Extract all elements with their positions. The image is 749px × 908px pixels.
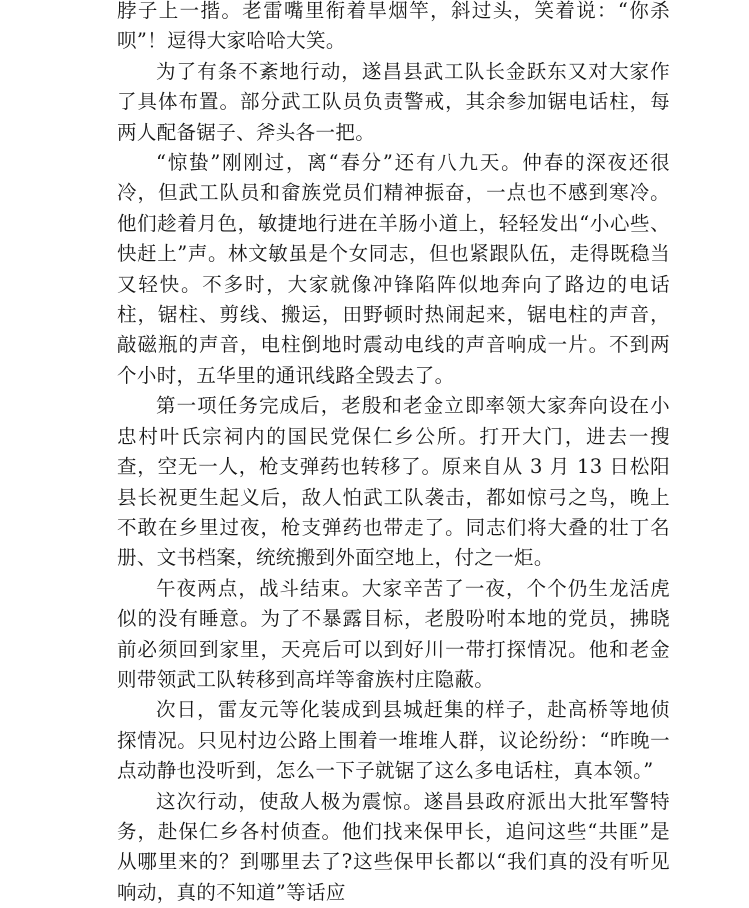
paragraph-battle-end: 午夜两点，战斗结束。大家辛苦了一夜，个个仍生龙活虎似的没有睡意。为了不暴露目标，老殷吩咐本地的党员，拂晓前必须回到家里，天亮后可以到好川一带打探情况。他和老金则带领武工队转移到高垟等畲族村庄隐蔽。 bbox=[117, 576, 670, 691]
paragraph-enemy-shock: 这次行动，使敌人极为震惊。遂昌县政府派出大批军警特务，赴保仁乡各村侦查。他们找来保甲长，追问这些“共匪”是从哪里来的？到哪里去了?这些保甲长都以“我们真的没有听见响动，真的不知道”等话应 bbox=[117, 789, 670, 904]
paragraph-continued: 脖子上一揩。老雷嘴里衔着旱烟竿，斜过头，笑着说：“你杀呗”！逗得大家哈哈大笑。 bbox=[117, 0, 670, 53]
body-text bbox=[117, 0, 670, 908]
paragraph-night-march: “惊蛰”刚刚过，离“春分”还有八九天。仲春的深夜还很冷，但武工队员和畲族党员们精神振奋，一点也不感到寒冷。他们趁着月色，敏捷地行进在羊肠小道上，轻轻发出“小心些、快赶上”声。林文敏虽是个女同志，但也紧跟队伍，走得既稳当又轻快。不多时，大家就像冲锋陷阵似地奔向了路边的电话柱，锯柱、剪线、搬运，田野顿时热闹起来，锯电柱的声音，敲磁瓶的声音，电柱倒地时震动电线的声音响成一片。不到两个小时，五华里的通讯线路全毁去了。 bbox=[117, 151, 670, 387]
paragraph-deployment: 为了有条不紊地行动，遂昌县武工队长金跃东又对大家作了具体布置。部分武工队员负责警戒，其余参加锯电话柱，每两人配备锯子、斧头各一把。 bbox=[117, 59, 670, 144]
paragraph-township-office: 第一项任务完成后，老殷和老金立即率领大家奔向设在小忠村叶氏宗祠内的国民党保仁乡公所。打开大门，进去一搜查，空无一人，枪支弹药也转移了。原来自从 3 月 13 日松阳县长祝更生起义后，敌人怕武工队袭击，都如惊弓之鸟，晚上不敢在乡里过夜，枪支弹药也带走了。同志们将大叠的壮丁名册、文书档案，统统搬到外面空地上，付之一炬。 bbox=[117, 394, 670, 570]
paragraph-next-day: 次日，雷友元等化装成到县城赶集的样子，赴高桥等地侦探情况。只见村边公路上围着一堆堆人群，议论纷纷：“昨晚一点动静也没听到，怎么一下子就锯了这么多电话柱，真本领。” bbox=[117, 698, 670, 783]
